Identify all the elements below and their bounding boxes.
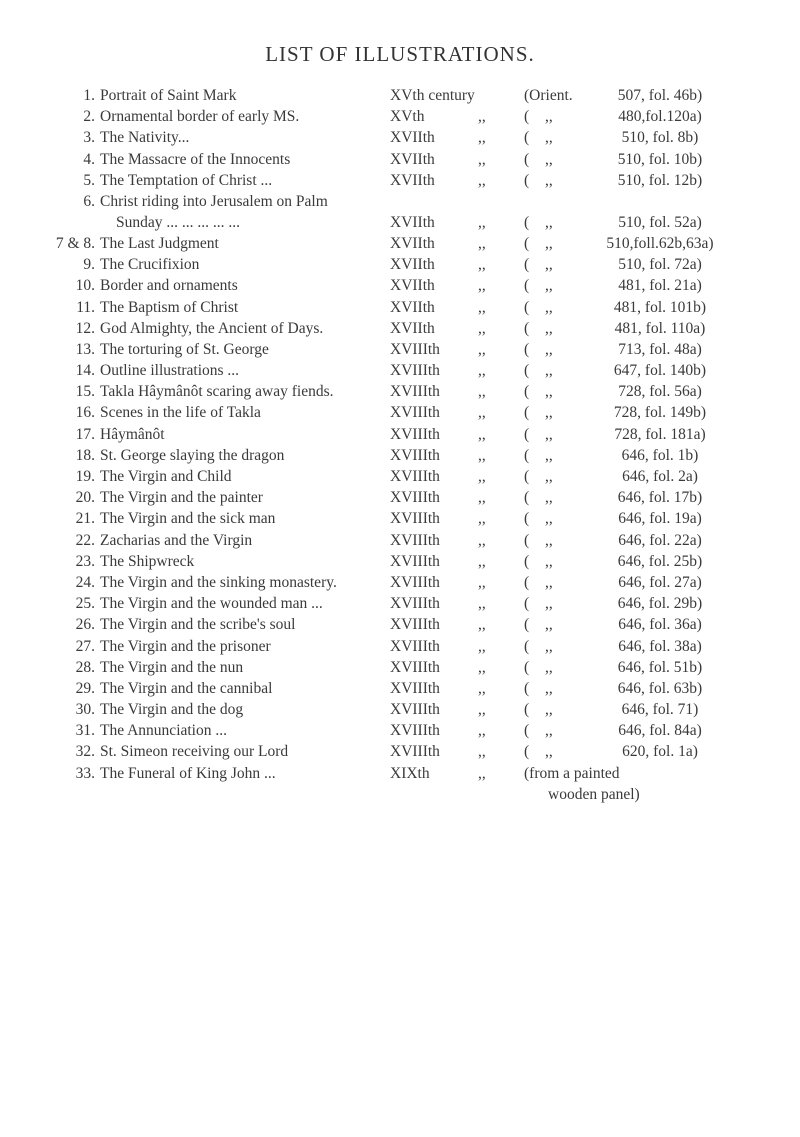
ditto-mark: ,,: [478, 658, 486, 676]
item-description: [100, 233, 430, 254]
list-item: [0, 297, 800, 318]
list-item: [0, 254, 800, 275]
open-paren: (: [524, 319, 530, 337]
item-title: The Virgin and the cannibal: [100, 679, 273, 697]
item-century: XVIIth: [390, 298, 435, 316]
list-item: [0, 339, 800, 360]
ditto-mark: ,,: [478, 764, 486, 782]
open-paren: (: [524, 340, 530, 358]
item-description: [100, 402, 430, 423]
item-number: 6.: [83, 192, 95, 210]
item-reference: 646, fol. 71): [621, 701, 699, 719]
item-description: [100, 678, 430, 699]
ditto-mark: ,,: [545, 701, 553, 719]
list-item: [0, 149, 800, 170]
item-description: [100, 614, 430, 635]
item-reference: 646, fol. 2a): [622, 468, 698, 485]
ditto-mark: ,,: [545, 573, 553, 591]
item-title: Outline illustrations ...: [100, 362, 240, 380]
ditto-mark: ,,: [478, 489, 486, 507]
open-paren: (: [524, 637, 530, 655]
open-paren: (: [524, 595, 530, 613]
item-number: 24.: [75, 573, 95, 591]
ditto-mark: ,,: [545, 362, 553, 380]
item-title: The Funeral of King John ...: [100, 764, 276, 782]
open-paren: (: [524, 404, 530, 422]
item-title: The Virgin and the prisoner: [100, 637, 271, 655]
item-number: 3.: [83, 129, 95, 147]
item-title: Portrait of Saint Mark: [100, 87, 237, 104]
open-paren: (: [524, 213, 530, 231]
item-description: [100, 360, 430, 381]
ditto-mark: ,,: [478, 743, 486, 761]
item-century: XVIIth: [390, 129, 435, 147]
open-paren: (: [524, 616, 530, 634]
open-paren: (: [524, 701, 530, 719]
item-reference: 728, fol. 56a): [618, 383, 702, 401]
item-century: XVIIIth: [390, 362, 440, 380]
list-item: [0, 487, 800, 508]
ditto-mark: ,,: [545, 743, 553, 761]
item-century: XVIIIth: [390, 679, 440, 697]
list-item: [0, 593, 800, 614]
item-number: 11.: [76, 298, 95, 316]
item-title: Border and ornaments: [100, 277, 238, 295]
open-paren: (: [524, 298, 530, 316]
item-title: The torturing of St. George: [100, 340, 269, 358]
item-century: XVIIth: [390, 256, 435, 274]
item-number: 9.: [83, 256, 95, 274]
item-century: XVIIth: [390, 171, 435, 189]
item-reference: 646, fol. 38a): [618, 637, 702, 655]
ditto-mark: ,,: [478, 701, 486, 719]
open-paren: (: [524, 446, 530, 464]
item-century: XVIIIth: [390, 531, 440, 549]
item-century: XVIIIth: [390, 701, 440, 719]
open-paren: (: [524, 510, 530, 528]
item-title: The Virgin and the nun: [100, 658, 244, 676]
ditto-mark: ,,: [545, 637, 553, 655]
item-century: XVIIIth: [390, 404, 440, 422]
item-reference: 510, fol. 12b): [617, 171, 703, 189]
item-century: XVIIIth: [390, 637, 440, 655]
ditto-mark: ,,: [478, 595, 486, 613]
item-number: 19.: [75, 468, 95, 485]
item-century: XVth century: [390, 87, 475, 104]
item-description: [100, 127, 430, 148]
ditto-mark: ,,: [478, 340, 486, 358]
ditto-mark: ,,: [545, 319, 553, 337]
item-title: Christ riding into Jerusalem on Palm: [100, 192, 328, 210]
item-number: 10.: [75, 277, 95, 295]
item-reference: 647, fol. 140b): [613, 362, 707, 380]
item-number: 23.: [75, 552, 95, 570]
ditto-mark: ,,: [545, 616, 553, 634]
item-century: XVth: [390, 108, 425, 126]
ditto-mark: ,,: [478, 171, 486, 189]
item-title: The Virgin and the wounded man ...: [100, 595, 323, 613]
item-description: [100, 466, 430, 487]
item-title: The Virgin and the sinking monastery.: [100, 573, 337, 591]
item-description: [100, 106, 430, 127]
item-number: 16.: [75, 404, 95, 422]
ditto-mark: ,,: [478, 383, 486, 401]
item-century: XVIIIth: [390, 616, 440, 634]
list-item: [0, 360, 800, 381]
item-title-continued: Sunday ... ... ... ... ...: [116, 214, 240, 232]
list-item: [0, 636, 800, 657]
ditto-mark: ,,: [545, 510, 553, 528]
ditto-mark: ,,: [545, 425, 553, 443]
ditto-mark: ,,: [478, 129, 486, 147]
item-reference: 510, fol. 10b): [617, 150, 703, 168]
item-description: [100, 149, 430, 170]
ditto-mark: ,,: [478, 552, 486, 570]
item-title: The Shipwreck: [100, 552, 195, 570]
list-item: [0, 763, 800, 803]
ditto-mark: ,,: [545, 383, 553, 401]
open-paren: (: [524, 108, 530, 126]
ditto-mark: ,,: [478, 108, 486, 126]
open-paren: (: [524, 256, 530, 274]
item-number: 20.: [75, 489, 95, 507]
item-description: [100, 424, 430, 445]
item-reference: 646, fol. 1b): [621, 446, 699, 464]
item-century: XVIIIth: [390, 340, 440, 358]
ditto-mark: ,,: [478, 277, 486, 295]
item-number: 29.: [75, 679, 95, 697]
item-description: [100, 530, 430, 551]
ditto-mark: ,,: [478, 616, 486, 634]
ditto-mark: ,,: [545, 468, 553, 485]
open-paren: (: [524, 171, 530, 189]
list-item: [0, 275, 800, 296]
ditto-mark: ,,: [478, 404, 486, 422]
item-description: [100, 275, 430, 296]
open-paren: (: [524, 129, 530, 147]
item-description: [100, 297, 430, 318]
item-reference: 480,fol.120a): [618, 108, 702, 126]
item-number: 18.: [75, 446, 95, 464]
item-century: XVIIth: [390, 234, 435, 252]
item-number: 4.: [83, 150, 95, 168]
open-paren: (: [524, 468, 530, 485]
item-century: XVIIth: [390, 150, 435, 168]
item-number: 30.: [75, 701, 95, 719]
item-title: The Temptation of Christ ...: [100, 171, 273, 189]
item-description: [100, 636, 430, 657]
item-title: Scenes in the life of Takla: [100, 404, 261, 422]
list-item: [0, 445, 800, 466]
ditto-mark: ,,: [478, 234, 486, 252]
item-reference: 481, fol. 110a): [614, 319, 706, 337]
item-description: [100, 699, 430, 720]
item-description: [100, 763, 430, 784]
ditto-mark: ,,: [545, 129, 553, 147]
ditto-mark: ,,: [478, 531, 486, 549]
item-reference: 620, fol. 1a): [622, 743, 698, 761]
item-reference: 646, fol. 27a): [618, 573, 702, 591]
item-description: [100, 741, 430, 762]
item-description: [100, 657, 430, 678]
item-reference: 646, fol. 63b): [617, 679, 703, 697]
item-number: 28.: [75, 658, 95, 676]
item-title: The Crucifixion: [100, 256, 200, 274]
item-number: 17.: [75, 425, 95, 443]
page-title: LIST OF ILLUSTRATIONS.: [265, 42, 535, 66]
item-number: 32.: [75, 743, 95, 761]
item-century: XVIIIth: [390, 595, 440, 613]
item-description: [100, 318, 430, 339]
item-reference: 728, fol. 181a): [614, 425, 706, 443]
item-reference: 646, fol. 51b): [617, 658, 703, 676]
item-title: St. Simeon receiving our Lord: [100, 743, 289, 761]
item-description: [100, 572, 430, 593]
ditto-mark: ,,: [478, 510, 486, 528]
item-number: 5.: [83, 171, 95, 189]
ditto-mark: ,,: [478, 298, 486, 316]
item-reference: 646, fol. 29b): [617, 595, 703, 613]
item-number: 13.: [75, 340, 95, 358]
open-paren: (: [524, 150, 530, 168]
list-item: [0, 85, 800, 106]
open-paren: (Orient.: [524, 87, 573, 104]
item-century: XVIIIth: [390, 573, 440, 591]
item-reference: 510, fol. 52a): [618, 213, 702, 231]
ditto-mark: ,,: [545, 150, 553, 168]
ditto-mark: ,,: [545, 552, 553, 570]
item-number: 14.: [75, 362, 95, 380]
item-title: The Virgin and Child: [100, 468, 232, 485]
list-item: [0, 720, 800, 741]
ditto-mark: ,,: [545, 277, 553, 295]
item-number: 2.: [83, 108, 95, 126]
item-century: XVIIIth: [390, 510, 440, 528]
item-century: XVIIIth: [390, 425, 440, 443]
open-paren: (: [524, 425, 530, 443]
ditto-mark: ,,: [545, 340, 553, 358]
list-item: [0, 699, 800, 720]
item-century: XVIIth: [390, 277, 435, 295]
item-reference: 713, fol. 48a): [618, 340, 702, 358]
open-paren: (: [524, 277, 530, 295]
item-reference: 507, fol. 46b): [617, 87, 703, 104]
item-title: God Almighty, the Ancient of Days.: [100, 319, 324, 337]
item-title: The Virgin and the scribe's soul: [100, 616, 296, 634]
source-line-1: (from a painted: [524, 764, 620, 782]
item-reference: 728, fol. 149b): [613, 404, 707, 422]
item-century: XVIIIth: [390, 468, 440, 485]
item-reference: 646, fol. 19a): [618, 510, 702, 528]
ditto-mark: ,,: [478, 446, 486, 464]
ditto-mark: ,,: [545, 213, 553, 231]
ditto-mark: ,,: [478, 362, 486, 380]
ditto-mark: ,,: [478, 468, 486, 485]
item-description: [100, 720, 430, 741]
item-title: The Virgin and the dog: [100, 701, 244, 719]
ditto-mark: ,,: [545, 234, 553, 252]
list-item: [0, 402, 800, 423]
open-paren: (: [524, 362, 530, 380]
item-description: [100, 445, 430, 466]
item-description: [100, 487, 430, 508]
list-item: [0, 678, 800, 699]
item-reference: 510, fol. 72a): [618, 256, 702, 274]
item-description: [100, 508, 430, 529]
item-century: XVIIIth: [390, 743, 440, 761]
ditto-mark: ,,: [545, 256, 553, 274]
item-reference: 646, fol. 36a): [618, 616, 702, 634]
item-number: 12.: [75, 319, 95, 337]
ditto-mark: ,,: [478, 722, 486, 740]
open-paren: (: [524, 383, 530, 401]
ditto-mark: ,,: [545, 404, 553, 422]
item-title: The Massacre of the Innocents: [100, 150, 291, 168]
ditto-mark: ,,: [478, 213, 486, 231]
item-description: [100, 191, 430, 233]
open-paren: (: [524, 743, 530, 761]
item-title: Ornamental border of early MS.: [100, 108, 300, 126]
ditto-mark: ,,: [545, 658, 553, 676]
item-number: 22.: [75, 531, 95, 549]
ditto-mark: ,,: [478, 256, 486, 274]
item-source: [524, 763, 640, 805]
item-description: [100, 551, 430, 572]
ditto-mark: ,,: [478, 637, 486, 655]
item-century: XIXth: [390, 764, 430, 782]
item-number: 26.: [75, 616, 95, 634]
list-item: [0, 466, 800, 487]
item-century: XVIIIth: [390, 658, 440, 676]
item-century: XVIIIth: [390, 552, 440, 570]
open-paren: (: [524, 722, 530, 740]
ditto-mark: ,,: [478, 573, 486, 591]
item-title: Takla Hâymânôt scaring away fiends.: [100, 383, 334, 401]
illustration-list: [0, 85, 800, 803]
item-number: 31.: [75, 722, 95, 740]
item-century: XVIIth: [390, 319, 435, 337]
ditto-mark: ,,: [478, 150, 486, 168]
item-description: [100, 339, 430, 360]
open-paren: (: [524, 552, 530, 570]
open-paren: (: [524, 489, 530, 507]
item-reference: 510, fol. 8b): [621, 129, 699, 147]
item-number: 25.: [75, 595, 95, 613]
item-title: The Nativity...: [100, 129, 190, 147]
item-description: [100, 254, 430, 275]
ditto-mark: ,,: [545, 531, 553, 549]
item-description: [100, 593, 430, 614]
item-description: [100, 170, 430, 191]
list-item: [0, 572, 800, 593]
item-reference: 646, fol. 22a): [618, 531, 702, 549]
list-item: [0, 614, 800, 635]
item-title: St. George slaying the dragon: [100, 446, 285, 464]
item-description: [100, 381, 430, 402]
item-number: 33.: [75, 764, 95, 782]
item-century: XVIIIth: [390, 489, 440, 507]
ditto-mark: ,,: [545, 171, 553, 189]
item-number: 21.: [75, 510, 95, 528]
ditto-mark: ,,: [545, 722, 553, 740]
item-century: XVIIIth: [390, 446, 440, 464]
open-paren: (: [524, 573, 530, 591]
item-reference: 481, fol. 21a): [618, 277, 702, 295]
item-number: 15.: [75, 383, 95, 401]
ditto-mark: ,,: [545, 108, 553, 126]
list-item: [0, 170, 800, 191]
item-description: [100, 85, 430, 106]
list-item: [0, 551, 800, 572]
ditto-mark: ,,: [478, 679, 486, 697]
list-item: [0, 508, 800, 529]
item-title: The Baptism of Christ: [100, 298, 239, 316]
list-item: [0, 530, 800, 551]
list-item: [0, 381, 800, 402]
item-number: 27.: [75, 637, 95, 655]
list-item: [0, 106, 800, 127]
list-item: [0, 741, 800, 762]
item-reference: 510,foll.62b,63a): [606, 234, 714, 252]
item-title: The Annunciation ...: [100, 722, 227, 740]
ditto-mark: ,,: [545, 595, 553, 613]
list-item: [0, 127, 800, 148]
list-item: [0, 318, 800, 339]
open-paren: (: [524, 234, 530, 252]
open-paren: (: [524, 531, 530, 549]
item-reference: 646, fol. 84a): [618, 722, 702, 740]
ditto-mark: ,,: [478, 319, 486, 337]
item-title: The Virgin and the sick man: [100, 510, 276, 528]
ditto-mark: ,,: [545, 489, 553, 507]
item-reference: 646, fol. 17b): [617, 489, 703, 507]
item-number: 1.: [83, 87, 95, 104]
list-item: [0, 424, 800, 445]
item-reference: 481, fol. 101b): [613, 298, 707, 316]
ditto-mark: ,,: [545, 446, 553, 464]
source-line-2: wooden panel): [548, 785, 640, 803]
ditto-mark: ,,: [478, 425, 486, 443]
item-century: XVIIth: [390, 213, 435, 231]
open-paren: (: [524, 679, 530, 697]
ditto-mark: ,,: [545, 679, 553, 697]
open-paren: (: [524, 658, 530, 676]
item-title: The Virgin and the painter: [100, 489, 263, 507]
list-item: [0, 191, 800, 233]
item-title: The Last Judgment: [100, 234, 219, 252]
item-reference: 646, fol. 25b): [617, 552, 703, 570]
item-number: 7 & 8.: [55, 234, 95, 252]
item-title: Zacharias and the Virgin: [100, 531, 253, 549]
ditto-mark: ,,: [545, 298, 553, 316]
list-item: [0, 657, 800, 678]
item-title: Hâymânôt: [100, 425, 165, 443]
item-century: XVIIIth: [390, 722, 440, 740]
item-century: XVIIIth: [390, 383, 440, 401]
list-item: [0, 233, 800, 254]
